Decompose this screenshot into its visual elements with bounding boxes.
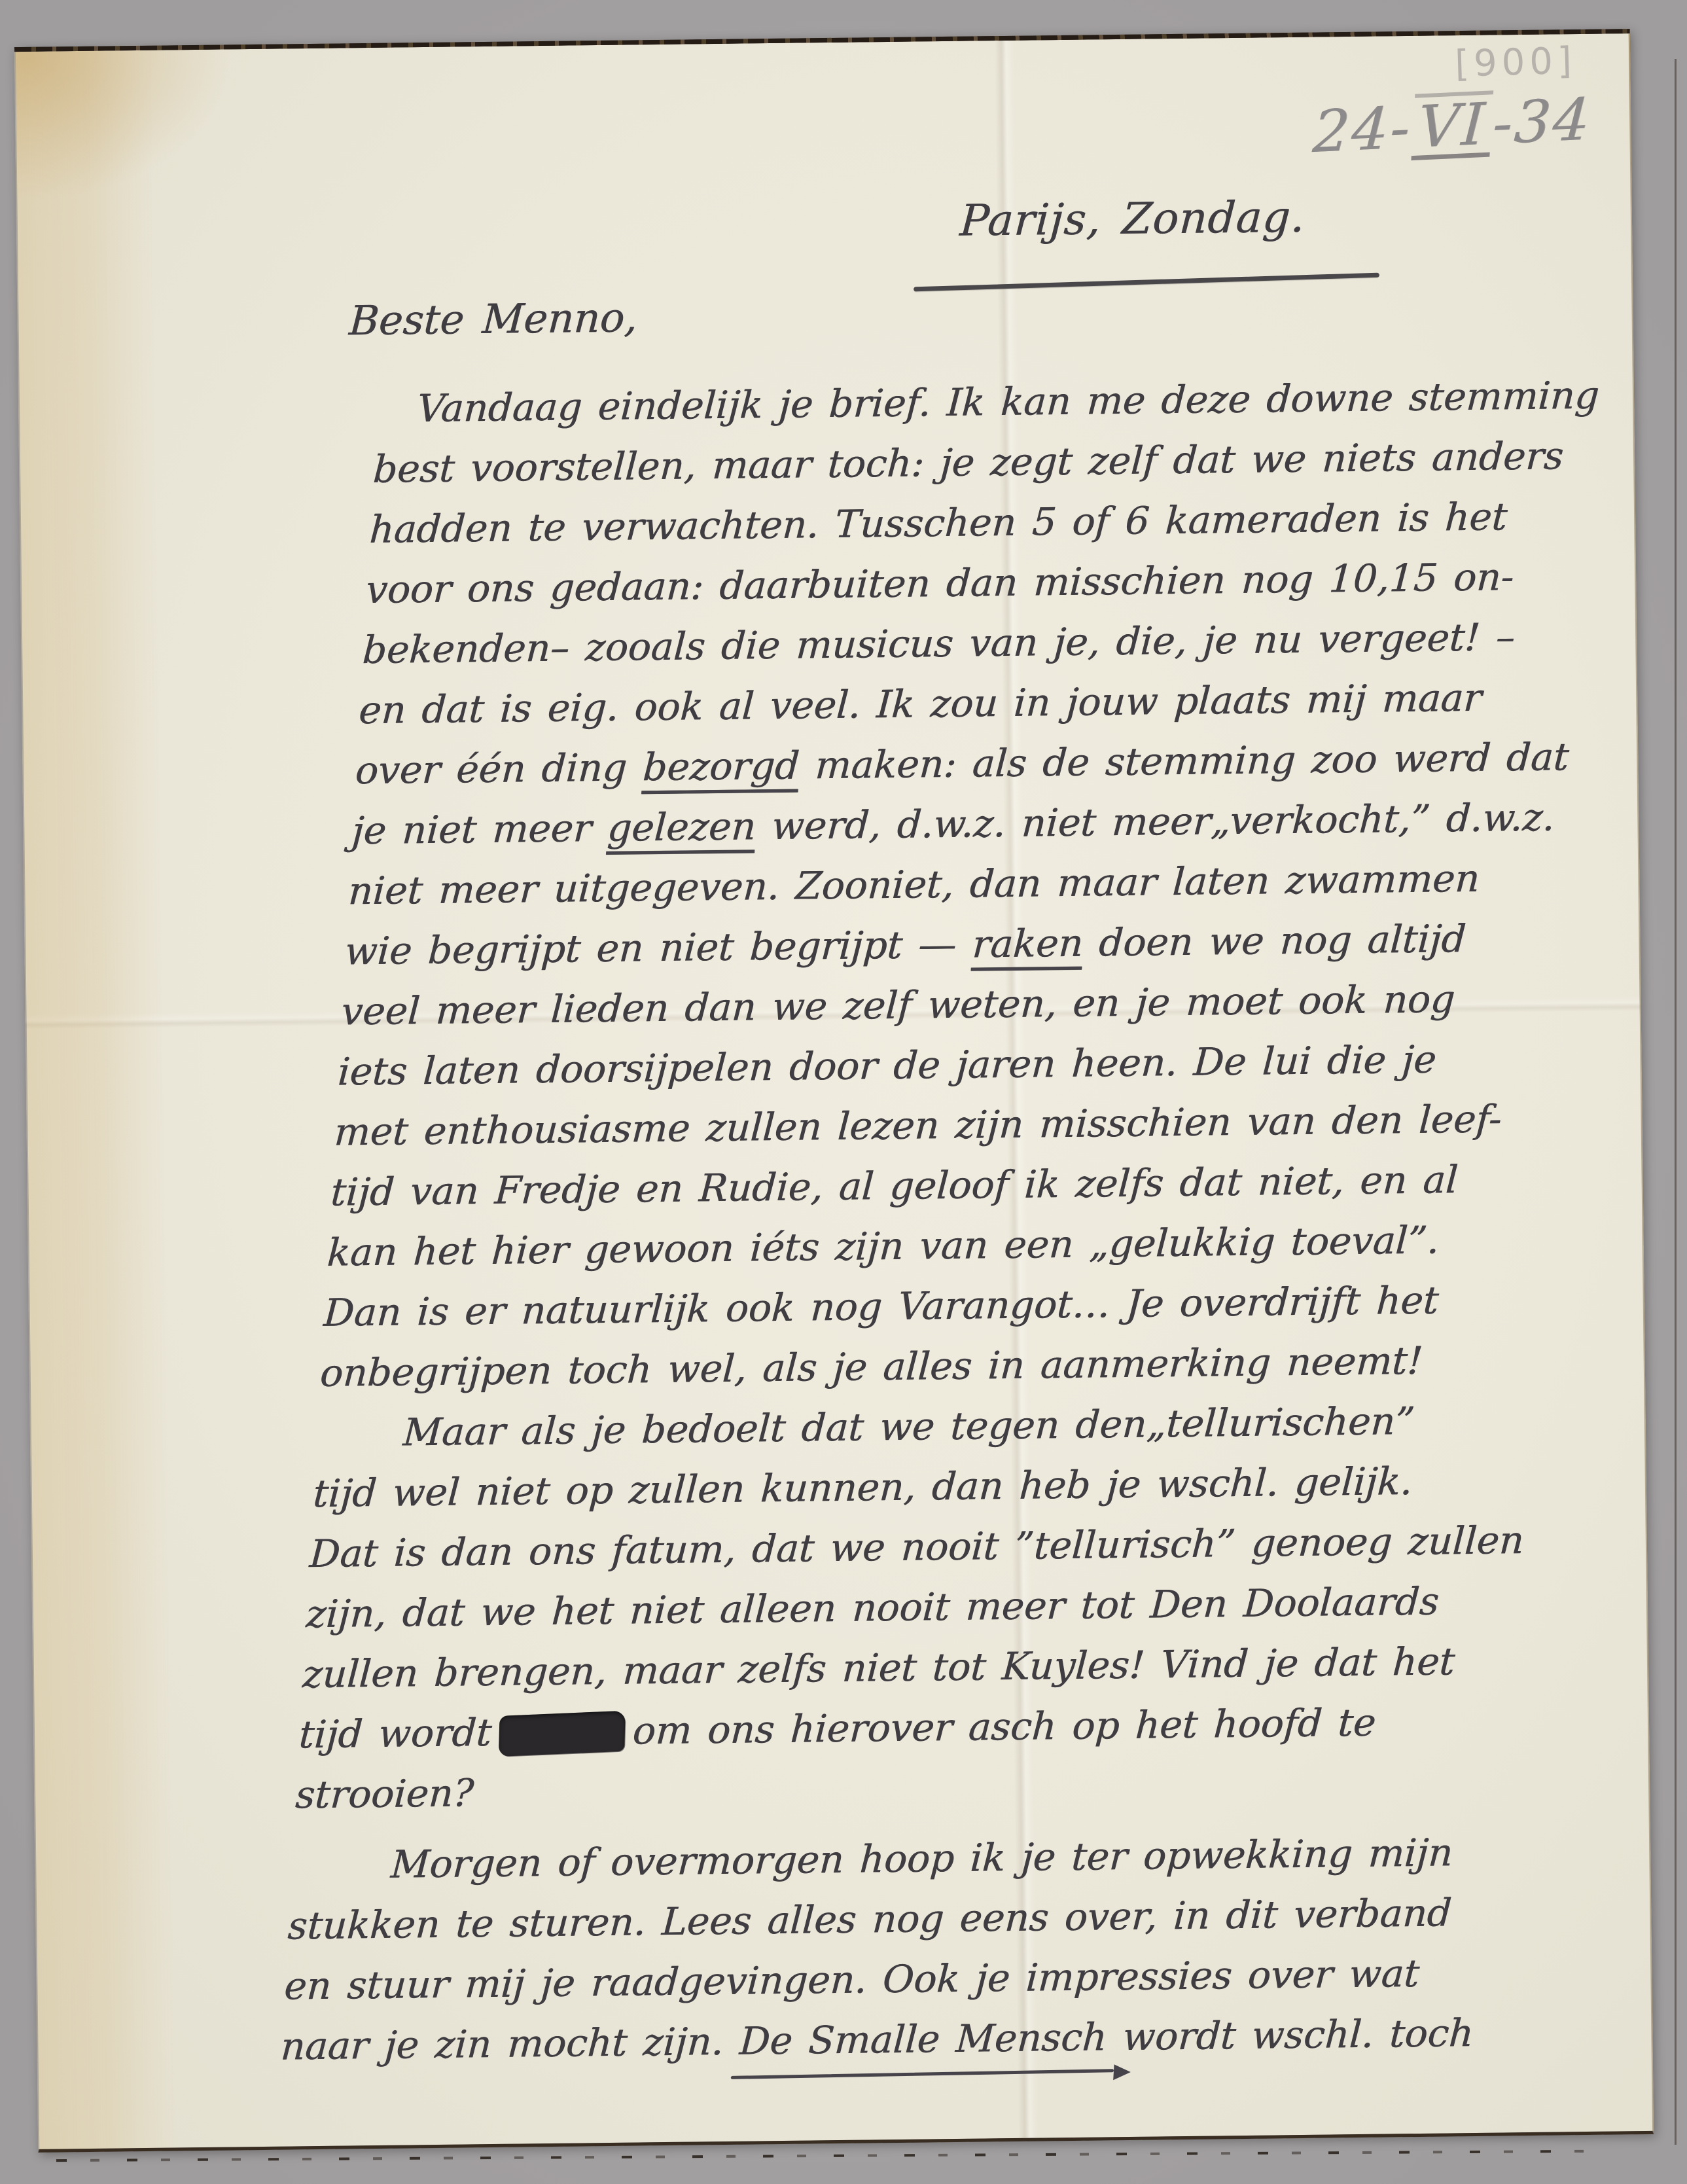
letter-text: met enthousiasme zullen lezen zijn misschien van den leef-: [332, 1096, 1503, 1155]
letter-text: Morgen of overmorgen hoop ik je ter opwekking mijn: [389, 1830, 1454, 1887]
letter-text: Maar als je bedoelt dat we tegen den„tellurischen”: [401, 1398, 1416, 1455]
letter-body: [279, 364, 1671, 2076]
underlined-phrase: De Smalle Mensch: [738, 2014, 1109, 2064]
redacted-word: [499, 1711, 626, 1757]
letter-text: maken: als de stemming zoo werd dat: [798, 734, 1571, 788]
letter-text: bekenden– zooals die musicus van je, die, je nu vergeet! –: [361, 615, 1516, 673]
letter-text: Dat is dan ons fatum, dat we nooit ”tellurisch” genoeg zullen: [308, 1518, 1525, 1577]
letter-text: tijd wordt: [297, 1710, 493, 1757]
date-separator: -: [1491, 88, 1517, 158]
letter-text: voor ons gedaan: daarbuiten dan misschien nog 10,15 on-: [364, 554, 1516, 613]
letter-text: Vandaag eindelijk je brief. Ik kan me deze downe stemming: [416, 372, 1601, 431]
date-annotation: [1311, 85, 1593, 166]
letter-text: hadden te verwachten. Tusschen 5 of 6 kameraden is het: [368, 494, 1509, 552]
letter-text: tijd van Fredje en Rudie, al geloof ik zelfs dat niet, en al: [329, 1157, 1459, 1215]
letter-text: onbegrijpen toch wel, als je alles in aanmerking neemt!: [319, 1338, 1424, 1395]
letter-text: stukken te sturen. Lees alles nog eens over, in dit verband: [286, 1890, 1453, 1948]
letter-text: kan het hier gewoon iéts zijn van een „gelukkig toeval”.: [326, 1217, 1441, 1275]
letter-text: wordt wschl. toch: [1105, 2010, 1475, 2060]
letter-text: je niet meer: [350, 805, 609, 853]
underlined-word: gelezen: [606, 804, 757, 850]
letter-text: en dat is eig. ook al veel. Ik zou in jouw plaats mij maar: [357, 675, 1483, 733]
letter-text: om ons hierover asch op het hoofd te: [631, 1700, 1377, 1753]
letter-text: wie begrijpt en niet begrijpt —: [344, 922, 974, 974]
letter-paragraph: [279, 1821, 1585, 2077]
letter-page: [14, 29, 1654, 2153]
dateline-underline: [914, 273, 1379, 292]
dateline: Parijs, Zondag.: [958, 191, 1307, 246]
letter-text: best voorstellen, maar toch: je zegt zelf dat we niets anders: [372, 433, 1565, 492]
letter-text: doen we nog altijd: [1082, 916, 1467, 965]
scan-edge-artifact: [56, 2150, 1588, 2162]
letter-text: veel meer lieden dan we zelf weten, en je moet ook nog: [340, 976, 1457, 1034]
letter-text: en stuur mij je raadgevingen. Ook je impressies over wat: [283, 1950, 1421, 2009]
date-day: 24: [1311, 94, 1393, 166]
letter-text: werd, d.w.z. niet meer„verkocht,” d.w.z.: [754, 795, 1556, 849]
letter-paragraph: [294, 1389, 1611, 1825]
date-separator: -: [1388, 93, 1414, 162]
salutation: Beste Menno,: [347, 293, 639, 345]
underlined-word: raken: [970, 920, 1085, 967]
letter-text: tijd wel niet op zullen kunnen, dan heb je wschl. gelijk.: [311, 1458, 1414, 1516]
scan-edge-artifact: [1675, 59, 1677, 2145]
letter-paragraph: [319, 364, 1671, 1403]
underlined-word: bezorgd: [641, 743, 801, 790]
archive-number: [900]: [1454, 39, 1578, 86]
date-year: 34: [1512, 85, 1594, 156]
letter-text: naar je zin mocht zijn.: [279, 2018, 741, 2069]
letter-text: over één ding: [354, 745, 645, 793]
letter-text: zullen brengen, maar zelfs niet tot Kuyles! Vind je dat het: [301, 1639, 1457, 1697]
letter-text: Dan is er natuurlijk ook nog Varangot… Je overdrijft het: [322, 1278, 1440, 1335]
letter-text: niet meer uitgegeven. Zooniet, dan maar laten zwammen: [347, 855, 1481, 914]
letter-text: iets laten doorsijpelen door de jaren heen. De lui die je: [336, 1037, 1438, 1094]
date-month: VI: [1411, 90, 1493, 160]
letter-text: strooien?: [294, 1770, 475, 1817]
letter-text: zijn, dat we het niet alleen nooit meer tot Den Doolaards: [304, 1579, 1440, 1637]
